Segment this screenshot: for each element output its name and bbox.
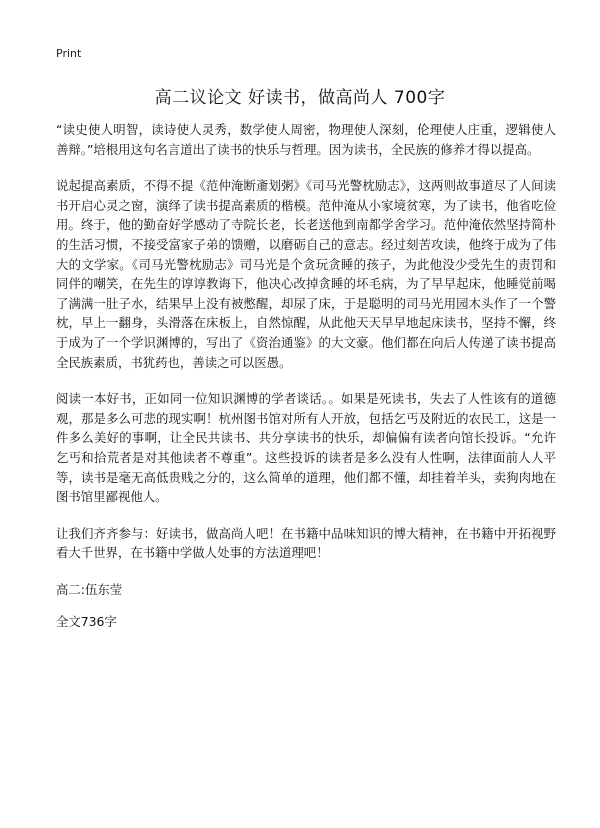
word-count: 全文736字 (56, 614, 117, 629)
print-link[interactable]: Print (56, 47, 82, 60)
author-line: 高二:伍东莹 (56, 582, 123, 597)
article-title: 高二议论文 好读书，做高尚人 700字 (154, 88, 446, 108)
paragraph: 让我们齐齐参与：好读书，做高尚人吧！在书籍中品味知识的博大精神，在书籍中开拓视野看大千世界，在书籍中学做人处事的方法道理吧！ (56, 525, 556, 561)
paragraph: 说起提高素质，不得不提《范仲淹断齑划粥》《司马光警枕励志》，这两则故事道尽了人间读书开启心灵之窗，演绎了读书提高素质的楷模。范仲淹从小家境贫寒，为了读书，他省吃俭用。终于，他的勤奋好学感动了寺院长老，长老送他到南都学舍学习。范仲淹依然坚持简朴的生活习惯，不接受富家子弟的馈赠，以磨砺自己的意志。经过刻苦攻读，他终于成为了伟大的文学家。《司马光警枕励志》司马光是个贪玩贪睡的孩子，为此他没少受先生的责罚和同伴的嘲笑，在先生的谆谆教诲下，他决心改掉贪睡的坏毛病，为了早早起床，他睡觉前喝了满满一肚子水，结果早上没有被憋醒，却尿了床，于是聪明的司马光用园木头作了一个警枕，早上一翻身，头滑落在床板上，自然惊醒，从此他天天早早地起床读书，坚持不懈，终于成为了一个学识渊博的，写出了《资治通鉴》的大文豪。他们都在向后人传递了读书提高全民族素质，书犹药也，善读之可以医愚。 (56, 178, 556, 370)
paragraph: 阅读一本好书，正如同一位知识渊博的学者谈话。。如果是死读书，失去了人性该有的道德观，那是多么可悲的现实啊！杭州图书馆对所有人开放，包括乞丐及附近的农民工，这是一件多么美好的事啊，让全民共读书、共分享读书的快乐，却偏偏有读者向馆长投诉。“允许乞丐和拾荒者是对其他读者不尊重”。这些投诉的读者是多么没有人性啊，法律面前人人平等，读书是毫无高低贵贱之分的，这么简单的道理，他们都不懂，却挂着羊头，卖狗肉地在图书馆里鄙视他人。 (56, 391, 556, 505)
paragraph: “读史使人明智，读诗使人灵秀，数学使人周密，物理使人深刻，伦理使人庄重，逻辑使人善辩。”培根用这句名言道出了读书的快乐与哲理。因为读书，全民族的修养才得以提高。 (56, 122, 556, 157)
article-body (56, 120, 556, 580)
